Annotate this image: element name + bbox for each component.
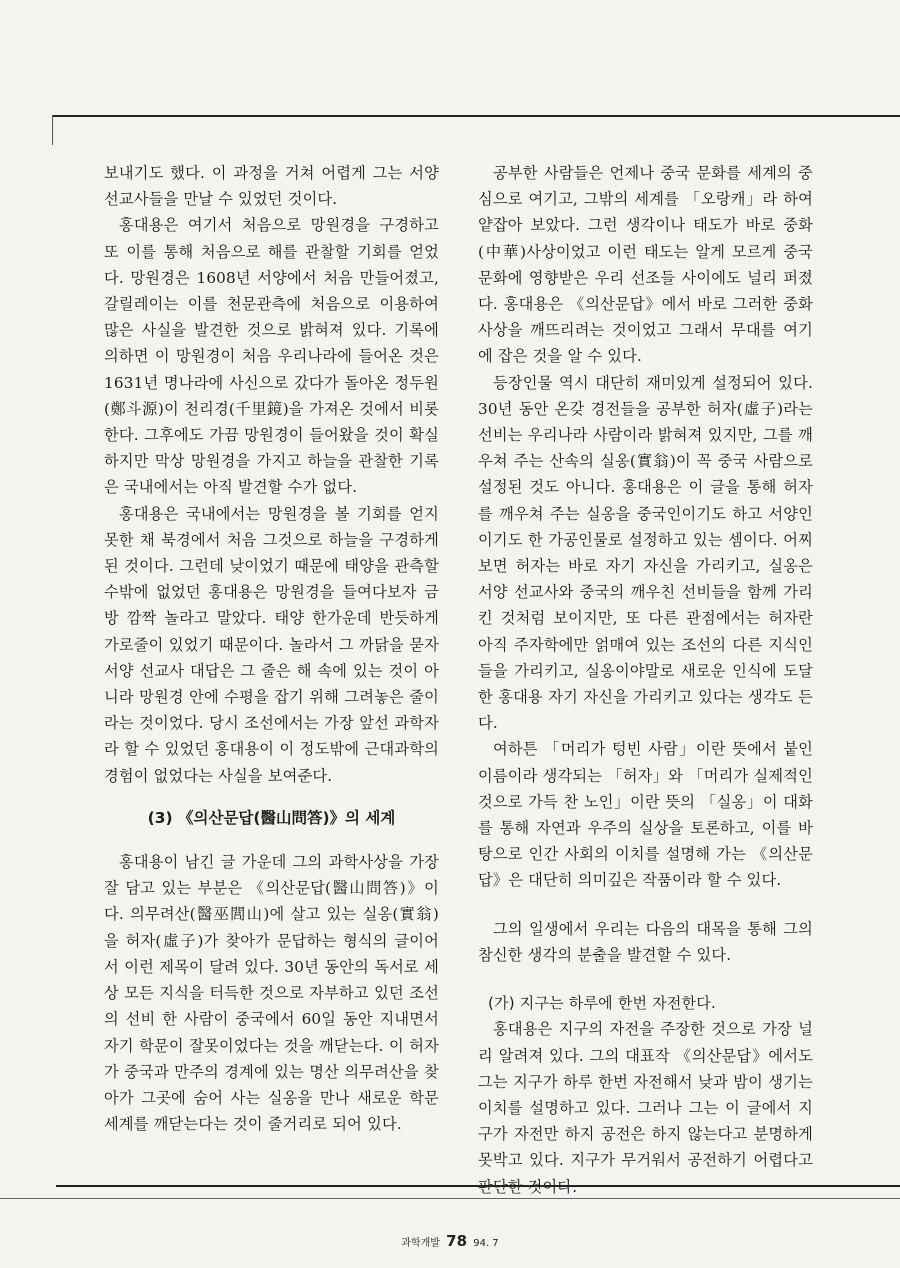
right-paragraph-5: 홍대용은 지구의 자전을 주장한 것으로 가장 널리 알려져 있다. 그의 대표작 《의산문답》에서도 그는 지구가 하루 한번 자전해서 낮과 밤이 생기는 이치를 설명하고 있다. 그러나 그는 이 글에서 지구가 자전만 하지 공전은 하지 않는다고 분명하게 못박고 있다. 지구가 무거워서 공전하기 어렵다고: [478, 1020, 813, 1170]
right-paragraph-1: 공부한 사람들은 언제나 중국 문화를 세계의 중심으로 여기고, 그밖의 세계를 「오랑캐」라 하여 얕잡아 보았다. 그런 생각이나 태도가 바로 중화(中華)사상이었고 이런 태도는 알게 모르게 중국 문화에 영향받은 우리 선조들 사이에도 널리 퍼졌다. 홍대용은 《의산문답》에서 바로 그러한 중화사상을 깨뜨리려는 것이었고 그래서 무대를 여기에 잡은 것을 알 수 있다.: [478, 164, 813, 366]
right-paragraph-4: 그의 일생에서 우리는 다음의 대목을 통해 그의 참신한 생각의 분출을 발견할 수 있다.: [478, 919, 813, 964]
paragraph-gap: [478, 894, 813, 916]
bottom-rule: [56, 1185, 900, 1187]
left-paragraph-1: 보내기도 했다. 이 과정을 거쳐 어렵게 그는 서양 선교사들을 만날 수 있었던 것이다.: [104, 164, 439, 209]
issue-date: 94. 7: [473, 1238, 499, 1249]
right-paragraph-3: 여하튼 「머리가 텅빈 사람」이란 뜻에서 붙인 이름이라 생각되는 「허자」와 「머리가 실제적인 것으로 가득 찬 노인」이란 뜻의 「실옹」이 대화를 통해 자연과 우주의 실상을 토론하고, 이를 바탕으로 인간 사회의 이치를 설명해 가는 《의산문답》은 대단히 의미깊은 작품이라 할 수 있다.: [478, 740, 813, 890]
left-paragraph-2: 홍대용은 여기서 처음으로 망원경을 구경하고 또 이를 통해 처음으로 해를 관찰할 기회를 얻었다. 망원경은 1608년 서양에서 처음 만들어졌고, 갈릴레이는 이를 천문관측에 처음으로 이용하여 많은 사실을 발견한 것으로 밝혀져 있다. 기록에 의하면 이 망원경이 처음 우리나라에 들어온 것은 1631년 명나라에 사신으로 갔다가 돌아온 정두원(鄭斗源)이 천리경(千里鏡)을 가져온 것에서 비롯한다. 그후에도 가끔 망원경이 들어왔을 것이 확실하지만 막상 망원경을 가지고 하늘을 관찰한 기록은 국내에서는 아직 발견할 수가 없다.: [104, 216, 439, 497]
top-rule: [52, 115, 900, 117]
top-left-rule: [52, 115, 53, 145]
subsection-heading: (가) 지구는 하루에 한번 자전한다.: [488, 994, 716, 1013]
left-paragraph-4: 홍대용이 남긴 글 가운데 그의 과학사상을 가장 잘 담고 있는 부분은 《의산문답(醫山問答)》이다. 의무려산(醫巫閭山)에 살고 있는 실옹(實翁)을 허자(虛子)가 찾아가 문답하는 형식의 글이어서 이런 제목이 달려 있다. 30년 동안의 독서로 세상 모든 지식을 터득한 것으로 자부하고 있던 조선의 선비 한 사람이 중국에서 60일 동안 지내면서 자기 학문이 잘못이었다는 것을 깨닫는다. 이 허자가 중국과 만주의 경계에 있는 명산 의무려산을 찾아가 그곳에 숨어 사는 실옹을 만나 새로운 학문 세계를 깨닫는다는 것이 줄거리로 되어 있다.: [104, 853, 439, 1134]
left-paragraph-3: 홍대용은 국내에서는 망원경을 볼 기회를 얻지 못한 채 북경에서 처음 그것으로 하늘을 구경하게 된 것이다. 그런데 낮이었기 때문에 태양을 관측할 수밖에 없었던 홍대용은 망원경을 들여다보자 금방 깜짝 놀라고 말았다. 태양 한가운데 반듯하게 가로줄이 있었기 때문이다. 놀라서 그 까닭을 묻자 서양 선교사 대답은 그 줄은 해 속에 있는 것이 아니라 망원경 안에 수평을 잡기 위해 그려놓은 줄이라는 것이었다. 당시 조선에서는 가장 앞선 과학자라 할 수 있었던 홍대용이 이 정도밖에 근대과학의 경험이 없었다는 사실을 보여준다.: [104, 504, 439, 785]
right-column: [478, 160, 813, 1200]
page-footer: [0, 1232, 900, 1250]
right-paragraph-2: 등장인물 역시 대단히 재미있게 설정되어 있다. 30년 동안 온갖 경전들을 공부한 허자(虛子)라는 선비는 우리나라 사람이라 밝혀져 있지만, 그를 깨우쳐 주는 산속의 실옹(實翁)이 꼭 중국 사람으로 설정된 것도 아니다. 홍대용은 이 글을 통해 허자를 깨우쳐 주는 실옹을 중국인이기도 하고 서양인이기도 한 가공인물로 설정하고 있는 셈이다. 어찌 보면 허자는 바로 자기 자신을 가리키고, 실옹은 서양 선교사와 중국의 깨우친 선비들을 함께 가리킨 것처럼 보이지만, 또 다른 관점에서는 허자란 아직 주자학에만 얽매여 있는 조선의 다른 지식인들을 가리키고, 실옹이야말로 새로운 인식에 도달한 홍대용 자기 자신을 가리키고 있다는 생각도 든다.: [478, 373, 813, 733]
magazine-name: 과학개발: [401, 1238, 440, 1249]
page-number: 78: [446, 1232, 468, 1250]
left-column: [104, 160, 439, 1137]
paragraph-gap: [478, 968, 813, 990]
bottom-thin-rule: [0, 1198, 900, 1199]
section-heading: (3) 《의산문답(醫山問答)》의 세계: [147, 808, 396, 827]
